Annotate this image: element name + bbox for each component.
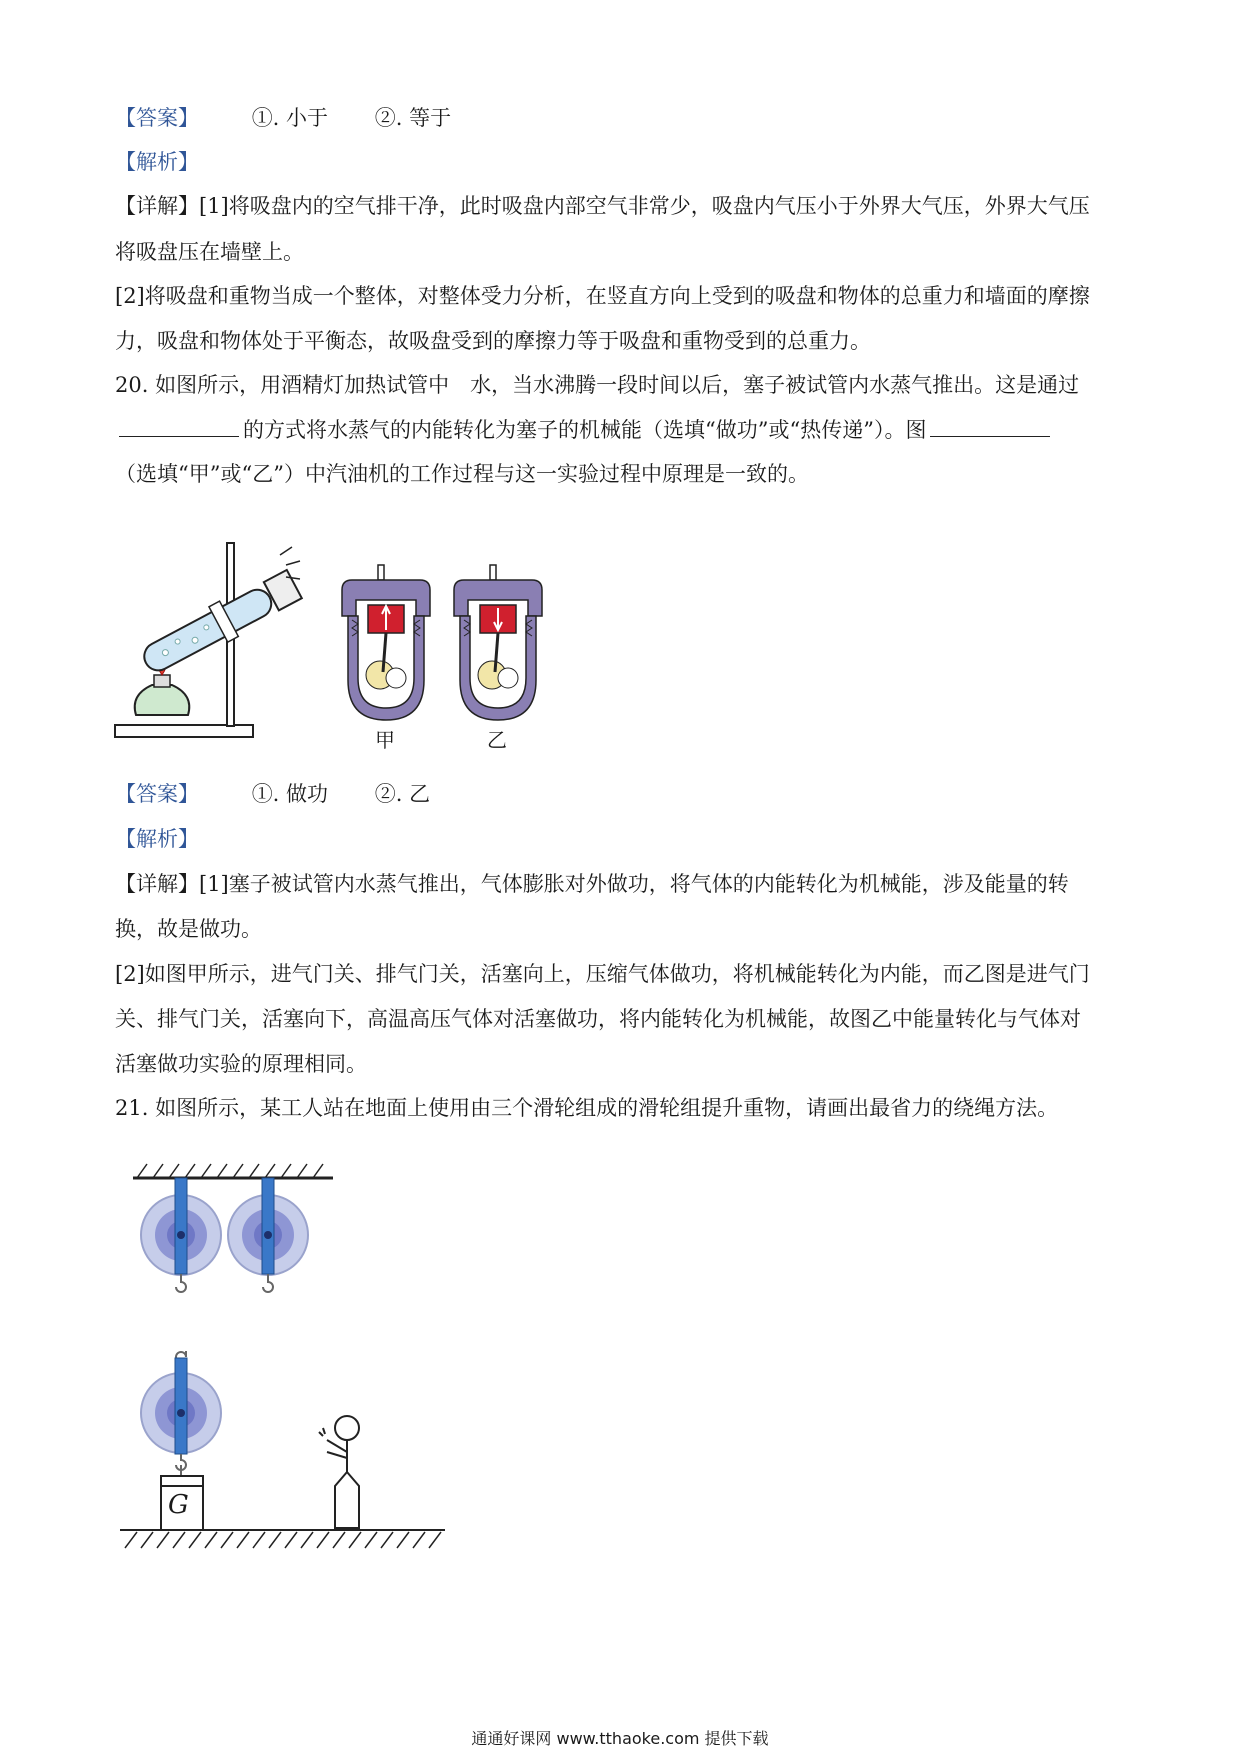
q20-detail-line5: 活塞做功实验的原理相同。 — [115, 1052, 367, 1076]
ground-figure — [115, 1390, 455, 1540]
q19-detail-line3: [2]将吸盘和重物当成一个整体，对整体受力分析，在竖直方向上受到的吸盘和物体的总重力和墙面的摩擦 — [115, 284, 1090, 308]
answer-2: ②. 等于 — [374, 106, 452, 130]
q19-detail-line1 — [115, 192, 1090, 220]
detail-text: [1]将吸盘内的空气排干净，此时吸盘内部空气非常少，吸盘内气压小于外界大气压，外界大气压 — [199, 194, 1090, 218]
fill-blank-2[interactable] — [930, 416, 1050, 437]
q20-detail-line3: [2]如图甲所示，进气门关、排气门关，活塞向上，压缩气体做功，将机械能转化为内能，而乙图是进气门 — [115, 962, 1090, 986]
test-tube-apparatus-figure — [110, 535, 310, 750]
answer-tag: 【答案】 — [115, 782, 199, 806]
q20-answer-line — [115, 780, 430, 808]
q20-stem-line2 — [115, 416, 1054, 444]
answer-tag: 【答案】 — [115, 106, 199, 130]
alcohol-lamp — [135, 685, 190, 715]
stem-text: 的方式将水蒸气的内能转化为塞子的机械能（选填“做功”或“热传递”）。图 — [243, 418, 927, 442]
q20-stem-line3: （选填“甲”或“乙”）中汽油机的工作过程与这一实验过程中原理是一致的。 — [115, 462, 809, 486]
detail-text: [1]塞子被试管内水蒸气推出，气体膨胀对外做功，将气体的内能转化为机械能，涉及能量的转 — [199, 872, 1069, 896]
analysis-tag: 【解析】 — [115, 827, 199, 851]
answer-1: ①. 做功 — [251, 782, 329, 806]
analysis-tag: 【解析】 — [115, 150, 199, 174]
q19-detail-line2: 将吸盘压在墙壁上。 — [115, 240, 304, 264]
q19-detail-line4: 力，吸盘和物体处于平衡态，故吸盘受到的摩擦力等于吸盘和重物受到的总重力。 — [115, 329, 871, 353]
q20-stem-line1: 20. 如图所示，用酒精灯加热试管中 水，当水沸腾一段时间以后，塞子被试管内水蒸气推出。这是通过 — [115, 373, 1080, 397]
q20-detail-line2: 换，故是做功。 — [115, 917, 262, 941]
test-tube — [139, 585, 276, 675]
fixed-pulley-right — [228, 1178, 308, 1292]
q19-answer-line — [115, 104, 451, 132]
fill-blank-1[interactable] — [119, 416, 239, 437]
detail-tag: 【详解】 — [115, 872, 199, 896]
engine-figure-b — [450, 560, 545, 725]
engine-figure-a — [338, 560, 433, 725]
caption-a: 甲 — [375, 728, 395, 752]
fixed-pulley-left — [141, 1178, 221, 1292]
weight-label: G — [168, 1490, 189, 1520]
q20-detail-line1 — [115, 870, 1069, 898]
answer-2: ②. 乙 — [374, 782, 431, 806]
answer-1: ①. 小于 — [251, 106, 329, 130]
caption-b: 乙 — [487, 728, 507, 752]
worker-figure — [319, 1416, 359, 1528]
q21-stem: 21. 如图所示，某工人站在地面上使用由三个滑轮组成的滑轮组提升重物，请画出最省力的绕绳方法。 — [115, 1096, 1059, 1120]
q20-detail-line4: 关、排气门关，活塞向下，高温高压气体对活塞做功，将内能转化为机械能，故图乙中能量转化与气体对 — [115, 1007, 1081, 1031]
page-footer: 通通好课网 www.tthaoke.com 提供下载 — [471, 1729, 769, 1748]
detail-tag: 【详解】 — [115, 194, 199, 218]
